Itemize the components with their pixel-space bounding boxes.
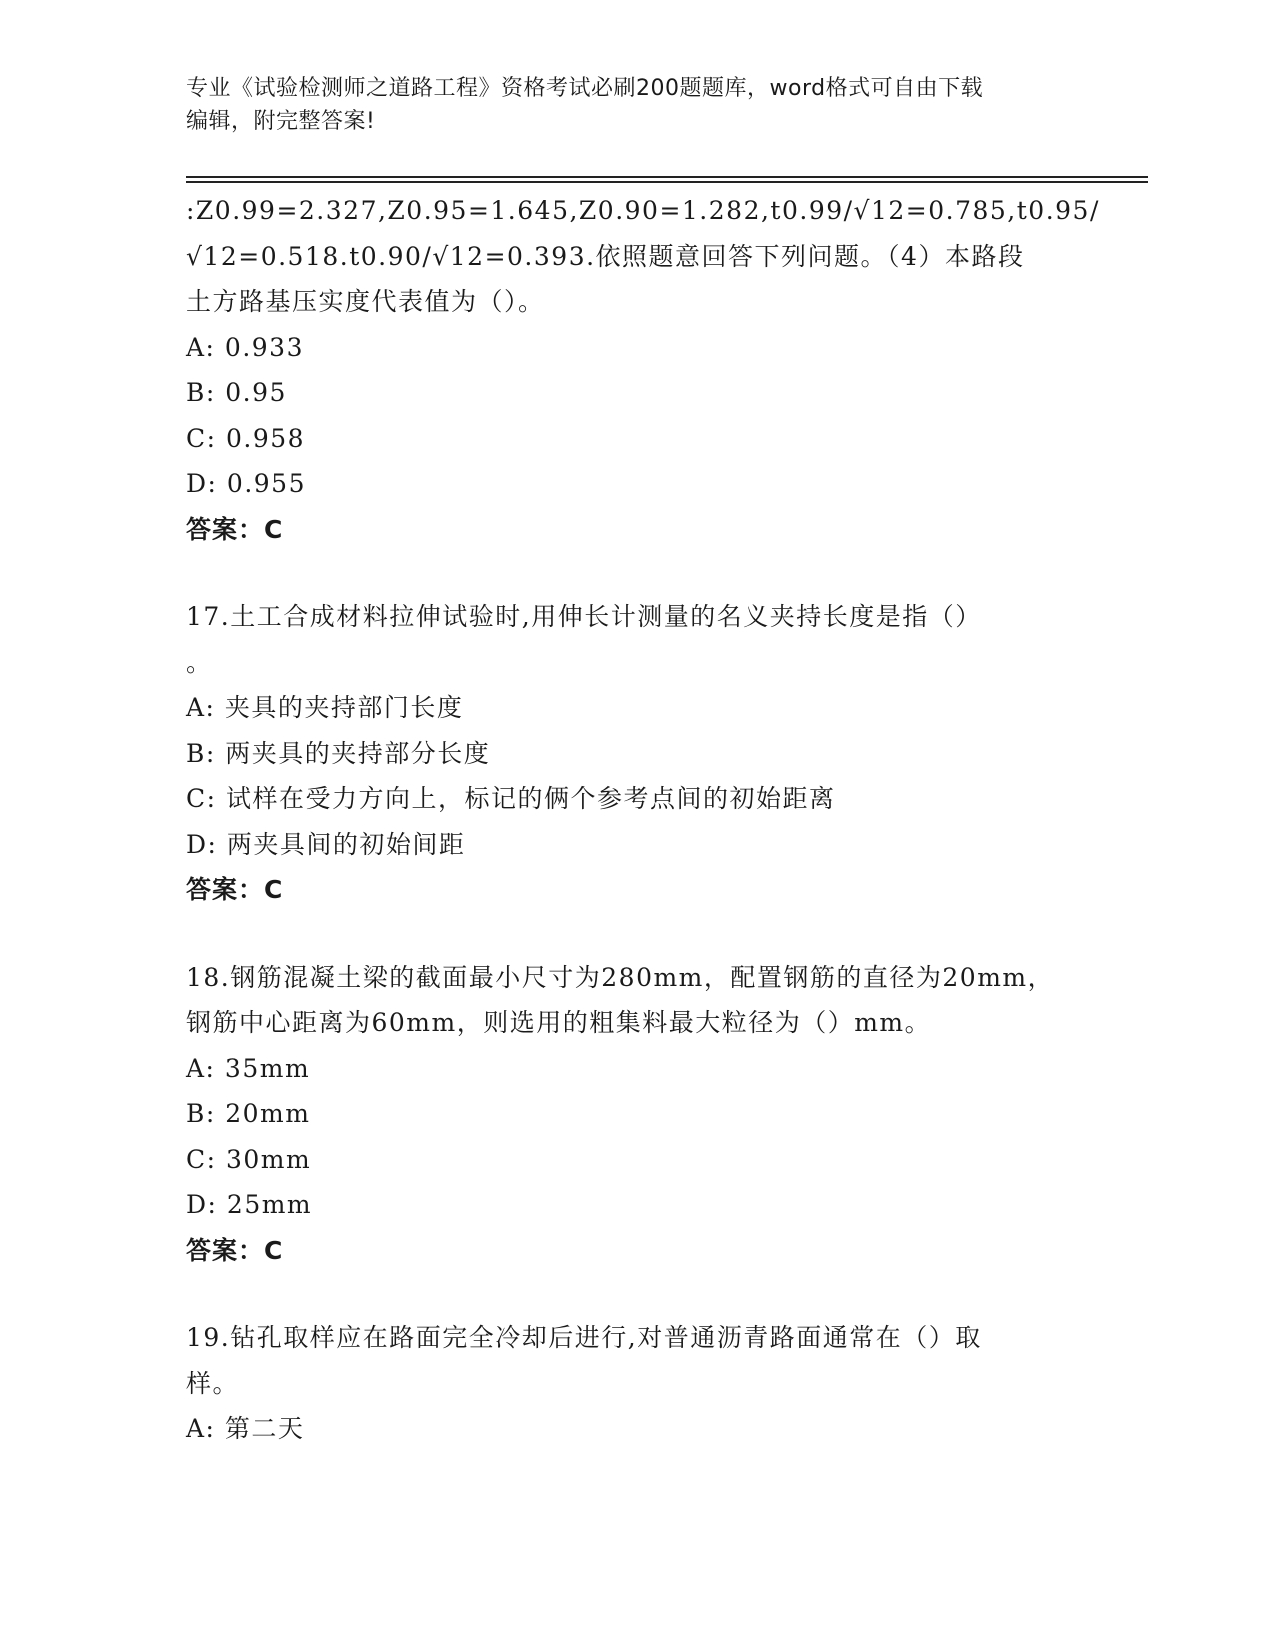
question-18 — [186, 955, 1086, 1274]
question-stem-line: √12=0.518.t0.90/√12=0.393.依照题意回答下列问题。（4）本路段 — [186, 241, 1025, 271]
option-a: A: 0.933 — [186, 332, 304, 362]
answer-label: 答案：C — [186, 875, 284, 904]
question-stem-line: 19.钻孔取样应在路面完全冷却后进行,对普通沥青路面通常在（）取 — [186, 1323, 982, 1352]
document-header — [186, 72, 1086, 138]
question-list — [186, 188, 1100, 1452]
question-16 — [186, 188, 1100, 552]
question-stem-line: 钢筋中心距离为60mm，则选用的粗集料最大粒径为（）mm。 — [186, 1008, 932, 1037]
answer-label: 答案：C — [186, 514, 284, 544]
option-a: A: 夹具的夹持部门长度 — [186, 693, 464, 722]
option-d: D: 25mm — [186, 1190, 313, 1219]
option-a: A: 35mm — [186, 1053, 311, 1083]
option-c: C: 30mm — [186, 1144, 312, 1174]
option-c: C: 0.958 — [186, 423, 306, 453]
question-19 — [186, 1315, 1086, 1452]
question-stem-line: :Z0.99=2.327,Z0.95=1.645,Z0.90=1.282,t0.99/√12=0.785,t0.95/ — [186, 196, 1100, 225]
question-stem-line: 。 — [186, 647, 213, 677]
question-stem-line: 17.土工合成材料拉伸试验时,用伸长计测量的名义夹持长度是指（） — [186, 602, 982, 631]
option-a: A: 第二天 — [186, 1414, 305, 1443]
header-divider-top — [186, 176, 1148, 178]
header-title-line-1: 专业《试验检测师之道路工程》资格考试必刷200题题库，word格式可自由下载 — [186, 76, 984, 101]
option-d: D: 两夹具间的初始间距 — [186, 829, 466, 859]
option-d: D: 0.955 — [186, 469, 306, 498]
header-divider-bottom — [186, 181, 1148, 183]
header-title-line-2: 编辑，附完整答案! — [186, 109, 376, 134]
option-b: B: 20mm — [186, 1099, 311, 1128]
question-stem-line: 样。 — [186, 1368, 240, 1398]
question-stem-line: 土方路基压实度代表值为（）。 — [186, 287, 545, 316]
question-17 — [186, 594, 1086, 913]
option-b: B: 0.95 — [186, 378, 287, 407]
answer-label: 答案：C — [186, 1235, 284, 1265]
option-b: B: 两夹具的夹持部分长度 — [186, 738, 491, 768]
option-c: C: 试样在受力方向上，标记的俩个参考点间的初始距离 — [186, 784, 836, 813]
question-stem-line: 18.钢筋混凝土梁的截面最小尺寸为280mm，配置钢筋的直径为20mm， — [186, 962, 1055, 992]
